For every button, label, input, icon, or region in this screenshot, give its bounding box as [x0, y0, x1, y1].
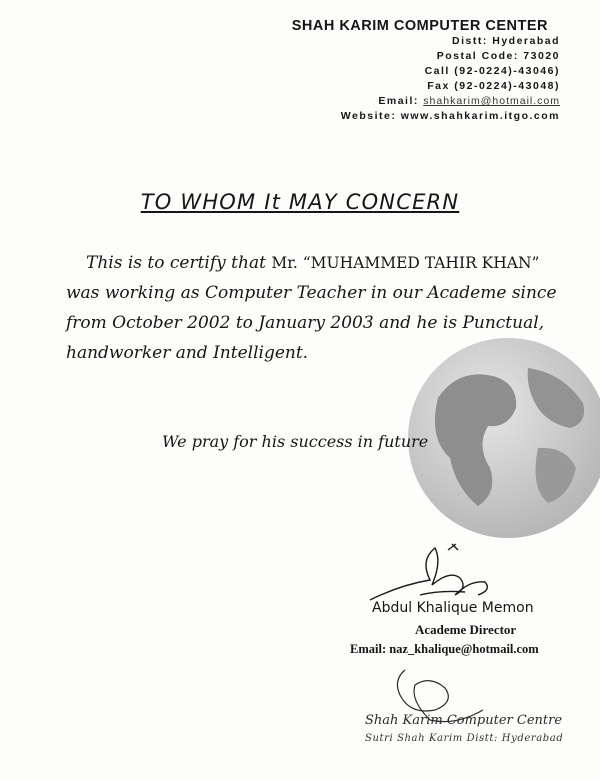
heading: TO WHOM It MAY CONCERN: [140, 190, 460, 214]
district: Distt: Hyderabad: [451, 35, 560, 47]
letterhead: [260, 18, 560, 124]
fax-number: Fax (92-0224)-43048): [427, 80, 560, 92]
org-name: SHAH KARIM COMPUTER CENTER: [291, 18, 548, 34]
signer-email: Email: naz_khalique@hotmail.com: [350, 642, 539, 656]
certificate-body: [66, 248, 586, 368]
body-line-4: handworker and Intelligent.: [66, 343, 309, 363]
signer-title: Academe Director: [415, 622, 517, 637]
body-line-2: was working as Computer Teacher in our Academe since: [66, 283, 557, 303]
stamp-address: Sutri Shah Karim Distt: Hyderabad: [365, 733, 564, 744]
website-line: [260, 109, 560, 124]
prayer-line: We pray for his success in future: [162, 432, 429, 451]
body-line-1-prefix: This is to certify that: [86, 253, 272, 273]
body-line-1: [66, 248, 586, 278]
website-value: www.shahkarim.itgo.com: [400, 110, 560, 122]
employee-name: Mr. “MUHAMMED TAHIR KHAN”: [271, 254, 540, 272]
stamp-name: Shah Karim Computer Centre: [365, 713, 563, 728]
email-label: Email:: [378, 95, 419, 107]
signer-name: Abdul Khalique Memon: [372, 600, 534, 616]
call-number: Call (92-0224)-43046): [424, 65, 560, 77]
body-line-3: from October 2002 to January 2003 and he is Punctual,: [66, 313, 545, 333]
email-value: shahkarim@hotmail.com: [423, 95, 560, 107]
postal-code: Postal Code: 73020: [436, 50, 560, 62]
website-label: Website:: [340, 110, 397, 122]
email-line: [260, 94, 560, 109]
